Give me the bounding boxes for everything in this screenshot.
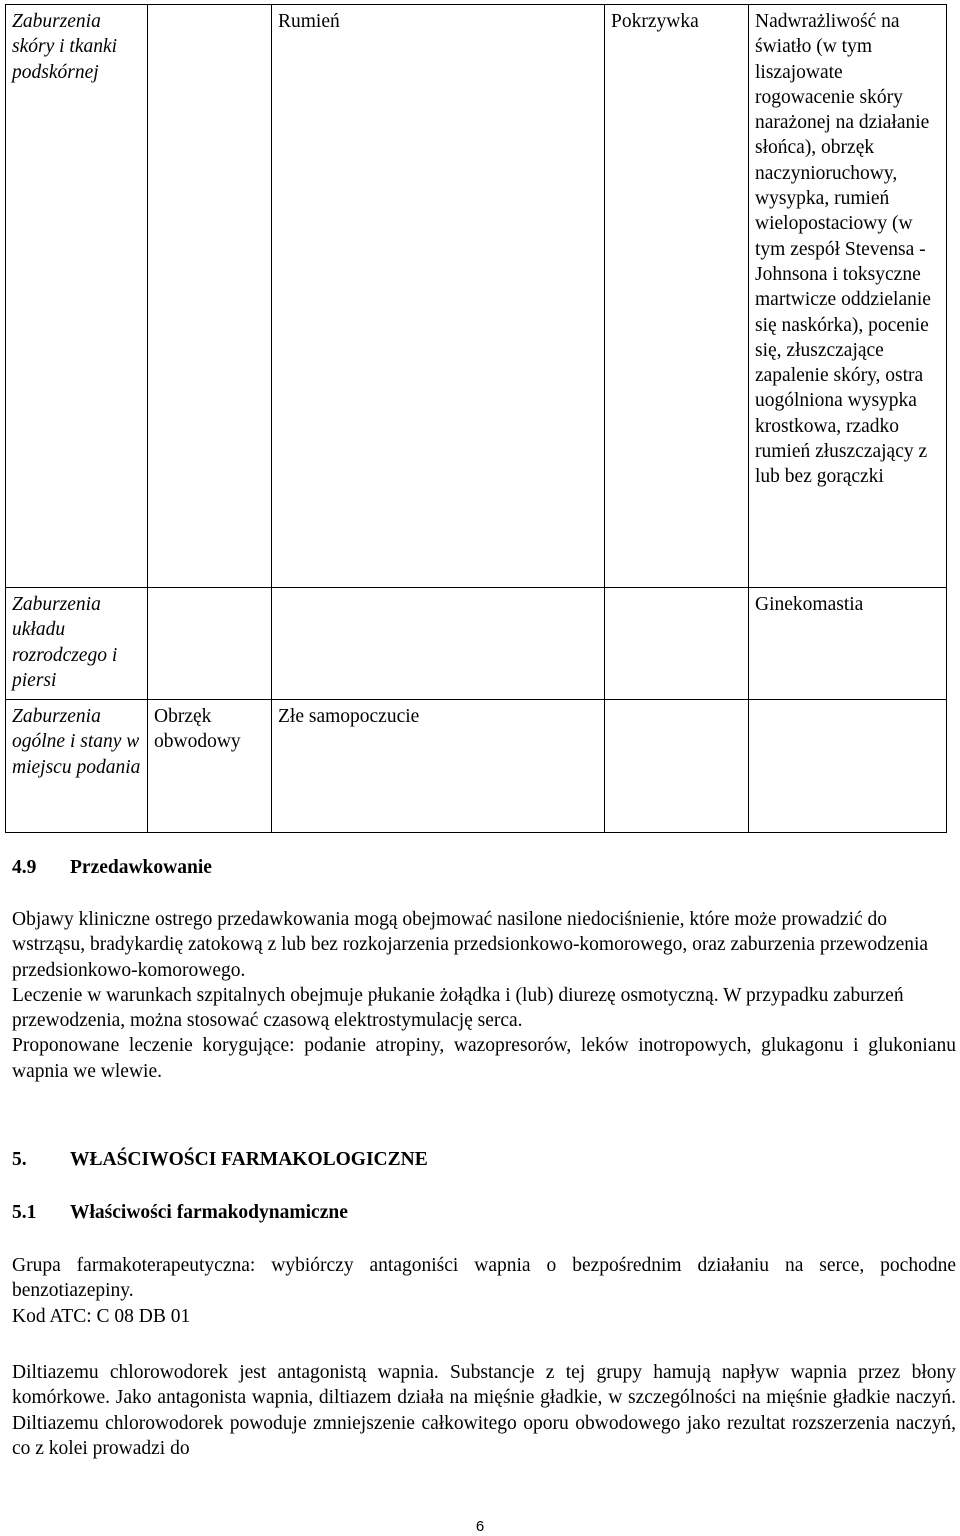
paragraph: Objawy kliniczne ostrego przedawkowania mogą obejmować nasilone niedociśnienie, które może prowadzić do wstrząsu, bradykardię zatokową z lub bez rozkojarzenia przedsionkowo-komorowego, oraz zaburzenia przewodzenia przedsionkowo-komorowego.: [12, 909, 929, 981]
adverse-reactions-table: [5, 4, 947, 833]
section-number: 5.: [12, 1149, 27, 1170]
section-title: WŁAŚCIWOŚCI FARMAKOLOGICZNE: [70, 1149, 428, 1170]
table-cell: [605, 700, 749, 833]
table-row: [6, 700, 947, 833]
table-cell: Ginekomastia: [749, 588, 947, 700]
table-cell: Obrzęk obwodowy: [148, 700, 272, 833]
soc-cell: Zaburzenia układu rozrodczego i piersi: [6, 588, 148, 700]
soc-cell: Zaburzenia ogólne i stany w miejscu podania: [6, 700, 148, 833]
table-cell: [272, 588, 605, 700]
table-row: [6, 5, 947, 588]
atc-code: Kod ATC: C 08 DB 01: [12, 1305, 191, 1327]
section-heading-4-9: [12, 855, 212, 880]
table-cell: Złe samopoczucie: [272, 700, 605, 833]
table-cell: Nadwrażliwość na światło (w tym liszajowate rogowacenie skóry narażonej na działanie słońca), obrzęk naczynioruchowy, wysypka, rumień wielopostaciowy (w tym zespół Stevensa -Johnsona i toksyczne martwicze oddzielanie się naskórka), pocenie się, złuszczające zapalenie skóry, ostra uogólniona wysypka krostkowa, rzadko rumień złuszczający z lub bez gorączki: [749, 5, 947, 588]
section-heading-5-1: [12, 1200, 348, 1225]
section-heading-5: [12, 1147, 428, 1172]
table-row: [6, 588, 947, 700]
table-cell: [148, 5, 272, 588]
table-cell: Pokrzywka: [605, 5, 749, 588]
soc-cell: Zaburzenia skóry i tkanki podskórnej: [6, 5, 148, 588]
table-cell: [605, 588, 749, 700]
pharmacotherapeutic-group: [12, 1253, 956, 1329]
paragraph: Proponowane leczenie korygujące: podanie atropiny, wazopresorów, leków inotropowych, glukagonu i glukonianu wapnia we wlewie.: [12, 1035, 956, 1082]
paragraph: Grupa farmakoterapeutyczna: wybiórczy antagoniści wapnia o bezpośrednim działaniu na serce, pochodne benzotiazepiny.: [12, 1255, 956, 1302]
paragraph: Leczenie w warunkach szpitalnych obejmuje płukanie żołądka i (lub) diurezę osmotyczną. W przypadku zaburzeń przewodzenia, można stosować czasową elektrostymulację serca.: [12, 984, 904, 1032]
paragraph: Diltiazemu chlorowodorek jest antagonistą wapnia. Substancje z tej grupy hamują napływ wapnia przez błony komórkowe. Jako antagonista wapnia, diltiazem działa na mięśnie gładkie, w szczególności na mięśnie gładkie naczyń. Diltiazemu chlorowodorek powoduje zmniejszenie całkowitego oporu obwodowego jako rezultat rozszerzenia naczyń, co z kolei prowadzi do: [12, 1362, 956, 1459]
section-title: Właściwości farmakodynamiczne: [70, 1202, 348, 1223]
section-number: 4.9: [12, 857, 37, 878]
section-number: 5.1: [12, 1202, 37, 1223]
table-cell: Rumień: [272, 5, 605, 588]
section-title: Przedawkowanie: [70, 857, 212, 878]
mechanism-text: [12, 1360, 956, 1461]
overdose-text: [12, 907, 956, 1084]
table-cell: [749, 700, 947, 833]
table-cell: [148, 588, 272, 700]
page-number: 6: [475, 1518, 485, 1535]
